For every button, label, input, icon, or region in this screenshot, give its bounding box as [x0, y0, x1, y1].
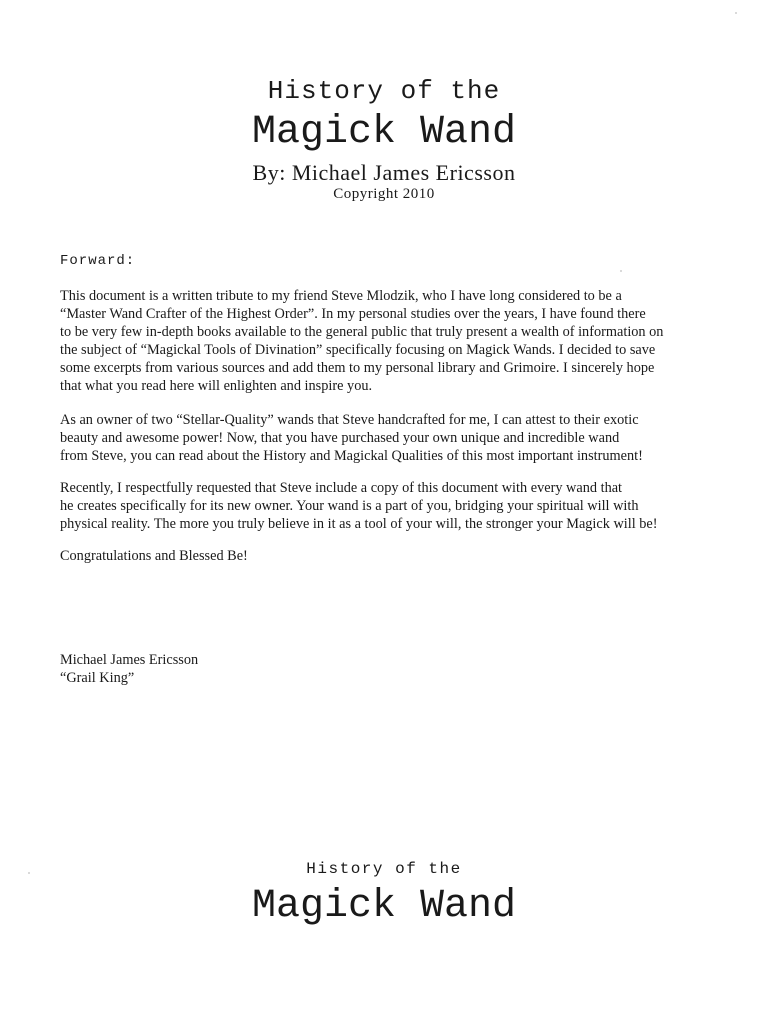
- paragraph-line: to be very few in-depth books available to the general public that truly present a wealth of information on: [60, 324, 664, 340]
- paragraph-line: This document is a written tribute to my friend Steve Mlodzik, who I have long considered to be a: [60, 288, 622, 304]
- foreword-heading: Forward:: [60, 253, 136, 269]
- foreword-paragraph-3: [60, 479, 720, 533]
- foreword-paragraph-1: [60, 287, 720, 395]
- scan-speck: [735, 12, 737, 14]
- paragraph-line: that what you read here will enlighten and inspire you.: [60, 378, 373, 394]
- paragraph-line: beauty and awesome power! Now, that you have purchased your own unique and incredible wand: [60, 430, 620, 446]
- signature-block: [60, 651, 198, 687]
- author-line: By: Michael James Ericsson: [252, 160, 516, 185]
- paragraph-line: some excerpts from various sources and add them to my personal library and Grimoire. I sincerely hope: [60, 360, 655, 376]
- signature-name: Michael James Ericsson: [60, 652, 199, 668]
- scan-speck: [620, 270, 622, 272]
- paragraph-line: “Master Wand Crafter of the Highest Order”. In my personal studies over the years, I have found there: [60, 306, 646, 322]
- scan-speck: [28, 872, 30, 874]
- foreword-paragraph-4: [60, 547, 720, 565]
- paragraph-line: physical reality. The more you truly believe in it as a tool of your will, the stronger your Magick will be!: [60, 516, 658, 532]
- signature-alias: “Grail King”: [60, 670, 135, 686]
- title-line-1: History of the: [267, 76, 501, 106]
- footer-title-line-1: History of the: [306, 860, 462, 878]
- footer-title-line-2: Magick Wand: [251, 884, 517, 929]
- paragraph-line: Congratulations and Blessed Be!: [60, 548, 248, 564]
- paragraph-line: he creates specifically for its new owner. Your wand is a part of you, bridging your spiritual will with: [60, 498, 639, 514]
- paragraph-line: the subject of “Magickal Tools of Divination” specifically focusing on Magick Wands. I decided to save: [60, 342, 656, 358]
- paragraph-line: from Steve, you can read about the History and Magickal Qualities of this most important instrument!: [60, 448, 643, 464]
- page-title: Magick Wand: [251, 110, 517, 155]
- foreword-paragraph-2: [60, 411, 720, 465]
- paragraph-line: Recently, I respectfully requested that Steve include a copy of this document with every wand that: [60, 480, 623, 496]
- copyright-line: Copyright 2010: [333, 186, 435, 202]
- paragraph-line: As an owner of two “Stellar-Quality” wands that Steve handcrafted for me, I can attest to their exotic: [60, 412, 639, 428]
